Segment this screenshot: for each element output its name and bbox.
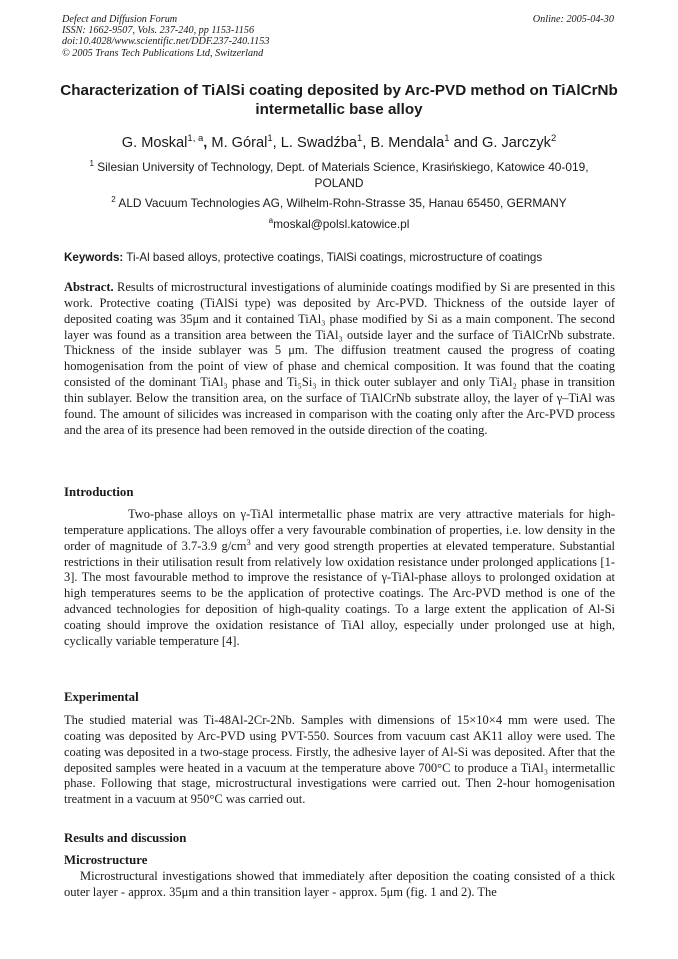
author-affil-sup: 1 [357,133,363,144]
email-text: moskal@polsl.katowice.pl [273,216,410,231]
author-affil-sup: 2 [550,133,557,144]
author-conjunction: and [453,134,478,151]
journal-issn: ISSN: 1662-9507, Vols. 237-240, pp 1153-1156 [62,25,255,37]
abstract-label: Abstract. [64,280,114,294]
keywords-label: Keywords: [64,251,124,264]
author-name: G. Moskal [121,134,188,151]
author-name: L. Swadźba [280,134,358,151]
author-name: B. Mendala [370,134,445,151]
keywords [64,251,624,265]
results-heading: Results and discussion [64,831,187,845]
journal-copyright: © 2005 Trans Tech Publications Ltd, Switzerland [62,47,264,59]
author-affil-sup: 1 [444,133,450,144]
keywords-text: Ti-Al based alloys, protective coatings, TiAlSi coatings, microstructure of coatings [126,251,543,264]
author-name: G. Jarczyk [482,134,551,151]
affiliation-text: ALD Vacuum Technologies AG, Wilhelm-Rohn-Strasse 35, Hanau 65450, GERMANY [118,195,567,210]
affiliation-1 [70,156,608,191]
introduction-text-part: and very good strength properties at elevated temperature. Substantial restrictions in their utilisation result from relatively low oxidation resistance under prolonged applications [1-3]. The most favourable method to improve the resistance of γ-TiAl-phase alloys to prolonged oxidation at high temperatures seems to be the application of protective coatings. The Arc-PVD method is one of the advanced technologies for deposition of high-quality coatings. To a large extent the application of Al-Si coating should improve the oxidation resistance of TiAl alloy, especially under prolonged use at high, cyclically variable temperature [4]. [64,538,615,648]
experimental-text: The studied material was Ti-48Al-2Cr-2Nb. Samples with dimensions of 15×10×4 mm were used. The coating was deposited by Arc-PVD using PVT-550. Sources from vacuum cast AK11 alloy were used. The coating was deposited in a two-stage process. Firstly, the adhesive layer of Al-Si was deposited. After that the deposited samples were heated in a vacuum at the temperature above 700°C to produce a TiAl₃ intermetallic phase. Following that stage, microstructural investigations were carried out. Then 2-hour homogenisation treatment in a vacuum at 950°C was carried out. [64,713,615,807]
abstract [64,280,615,438]
affiliation-text: Silesian University of Technology, Dept. of Materials Science, Krasińskiego, Katowice 40-019, POLAND [97,159,589,190]
online-date: Online: 2005-04-30 [532,14,614,25]
introduction-text [64,507,615,650]
microstructure-text: Microstructural investigations showed that immediately after deposition the coating consisted of a thick outer layer - approx. 35μm and a thin transition layer - approx. 5μm (fig. 1 and 2). The [64,869,615,899]
author-name: M. Góral [211,134,268,151]
author-affil-sup: 1, a [187,133,204,144]
microstructure-subheading: Microstructure [64,853,148,867]
affiliation-2 [70,192,608,211]
journal-name: Defect and Diffusion Forum [62,14,178,25]
affiliation-marker: 1 [89,159,94,168]
author-affil-sup: 1 [267,133,273,144]
journal-header [62,14,269,59]
experimental-heading: Experimental [64,690,139,704]
paper-title: Characterization of TiAlSi coating deposited by Arc-PVD method on TiAlCrNb intermetallic base alloy [60,82,618,118]
abstract-text: Results of microstructural investigations of aluminide coatings modified by Si are presented in this work. Protective coating (TiAlSi type) was deposited by Arc-PVD. Thickness of the outside layer of deposited coating was 35μm and it contained TiAl₃ phase modified by Si as a main component. The second layer was found as a transition area between the TiAl₃ outside layer and the surface of TiAlCrNb substrate. Thickness of the inside sublayer was 5 μm. The diffusion treatment caused the progress of coating homogenisation from the point of view of phase and chemical composition. It was found that the coating consisted of the dominant TiAl₃ phase and Ti₅Si₃ in thick outer sublayer and only TiAl₂ phase in transition thin sublayer. Below the transition area, on the surface of TiAlCrNb substrate alloy, the layer of γ–TiAl was found. The amount of silicides was increased in comparison with the coating only after the Arc-PVD process and the area of its presence had been removed in the outside direction of the coating. [64,280,616,437]
superscript: 3 [246,536,251,547]
journal-doi: doi:10.4028/www.scientific.net/DDF.237-240.1153 [62,36,270,48]
affiliation-marker: 2 [111,195,116,204]
introduction-heading: Introduction [64,485,134,499]
introduction-text-part: Two-phase alloys on γ-TiAl intermetallic phase matrix are very attractive materials for high-temperature applications. The alloys offer a very favourable combination of properties, i.e. low density in the order of magnitude of 3.7-3.9 g/cm [64,507,615,553]
email-marker: a [268,216,274,225]
author-email [70,213,608,232]
author-list: G. Moskal$^{1, a}$, M. Góral$^1$, L. Swadźba$^1$, B. Mendala$^1$ and G. Jarczyk$^2$ [121,133,557,151]
